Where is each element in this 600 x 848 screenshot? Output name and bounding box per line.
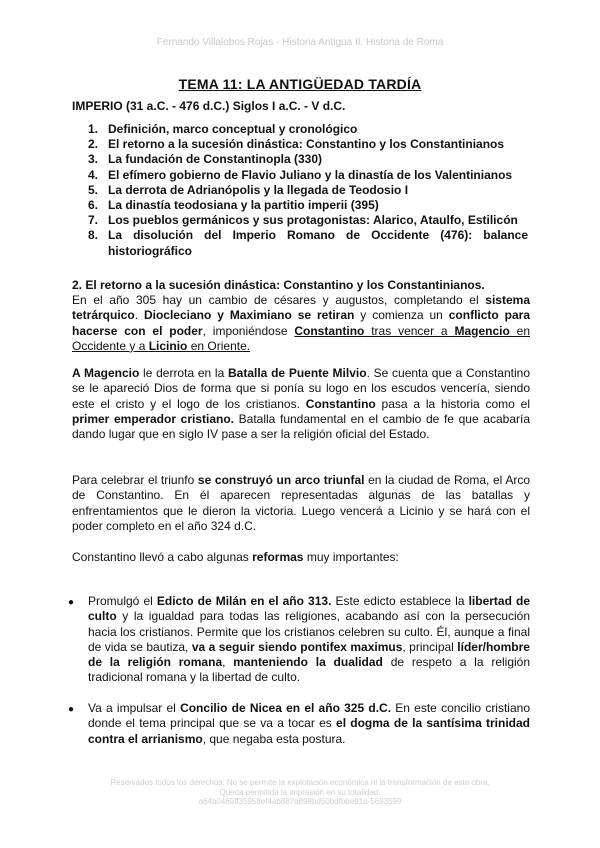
toc-item [88,198,528,213]
bullet-icon: ● [68,704,75,715]
toc-number: 6. [88,198,99,213]
toc-text: La derrota de Adrianópolis y la llegada de Teodosio I [108,182,409,197]
footer-watermark [80,778,520,807]
header-watermark: Fernando Villalobos Rojas - Historia Antigua II. Historia de Roma [156,37,444,48]
toc-text: La fundación de Constantinopla (330) [108,152,323,167]
toc-item [88,183,528,198]
document-subtitle: IMPERIO (31 a.C. - 476 d.C.) Siglos I a.C. - V d.C. [72,99,346,113]
section-heading: 2. El retorno a la sucesión dinástica: Constantino y los Constantinianos. [72,278,485,292]
bullet-icon: ● [68,597,75,608]
toc-text: La disolución del Imperio Romano de Occidente (476): balance historiográfico [108,228,528,258]
footer-line: Queda permitida la impresión en su totalidad. [219,787,381,797]
toc-number: 1. [88,122,99,136]
paragraph-milvian-bridge: A Magencio le derrota en la Batalla de Puente Milvio. Se cuenta que a Constantino se le apareció Dios de forma que si ponía su logo en los escudos vencería, siendo este el cristo y el logo de los cristianos. Constantino pasa a la historia como el primer emperador cristiano. Batalla fundamental en el cambio de fe que acabaría dando lugar que en siglo IV pase a ser la religión oficial del Estado. [72,366,531,442]
toc-text: El efímero gobierno de Flavio Juliano y la dinastía de los Valentinianos [108,167,513,182]
toc-number: 5. [88,182,99,197]
toc-item [88,137,528,152]
toc-item [88,168,528,183]
toc-item [88,122,528,137]
toc-item [88,213,528,228]
toc-number: 4. [88,167,99,182]
toc-text: El retorno a la sucesión dinástica: Constantino y los Constantinianos [108,137,505,152]
paragraph-reforms-intro: Constantino llevó a cabo algunas reformas muy importantes: [72,550,399,564]
footer-line: Reservados todos los derechos. No se permite la explotación económica ni la transformación de esta obra. [110,778,490,787]
toc-number: 2. [88,137,99,152]
bullet-edict-of-milan: Promulgó el Edicto de Milán en el año 313. Este edicto establece la libertad de culto y la igualdad para todas las religiones, acabando así con la persecución hacia los cristianos. Permite que los cristianos celebren su culto. Él, aunque a final de vida se bautiza, va a seguir siendo pontifex maximus, principal líder/hombre de la religión romana, manteniendo la dualidad de respeto a la religión tradicional romana y la libertad de culto. [88,594,531,685]
toc-text: Los pueblos germánicos y sus protagonistas: Alarico, Ataulfo, Estilicón [108,213,518,228]
toc-text: Definición, marco conceptual y cronológico [108,122,358,136]
toc-number: 3. [88,152,99,167]
document-title: TEMA 11: LA ANTIGÜEDAD TARDÍA [178,76,422,92]
toc-item [88,152,528,167]
bullet-council-of-nicaea: Va a impulsar el Concilio de Nicea en el año 325 d.C. En este concilio cristiano donde el tema principal que se va a tocar es el dogma de la santísima trinidad contra el arrianismo, que negaba esta postura. [88,701,530,746]
toc-number: 7. [88,213,99,228]
footer-line: a64b0469ff35958ef4ab887a898bd50bdfbbe91a-5693599 [198,797,402,806]
paragraph-tetrarchy: En el año 305 hay un cambio de césares y augustos, completando el sistema tetrárquico. Diocleciano y Maximiano se retiran y comienza un conflicto para hacerse con el poder, imponiéndose Constantino tras vencer a Magencio en Occidente y a Licinio en Oriente. [72,293,530,353]
paragraph-triumphal-arch: Para celebrar el triunfo se construyó un arco triunfal en la ciudad de Roma, el Arco de Constantino. En él aparecen representadas algunas de las batallas y enfrentamientos que le dieron la victoria. Luego vencerá a Licinio y se hará con el poder completo en el año 324 d.C. [72,473,530,533]
toc-number: 8. [88,228,99,243]
table-of-contents [88,122,528,259]
toc-text: La dinastía teodosiana y la partitio imperii (395) [108,198,379,213]
toc-item [88,228,528,258]
